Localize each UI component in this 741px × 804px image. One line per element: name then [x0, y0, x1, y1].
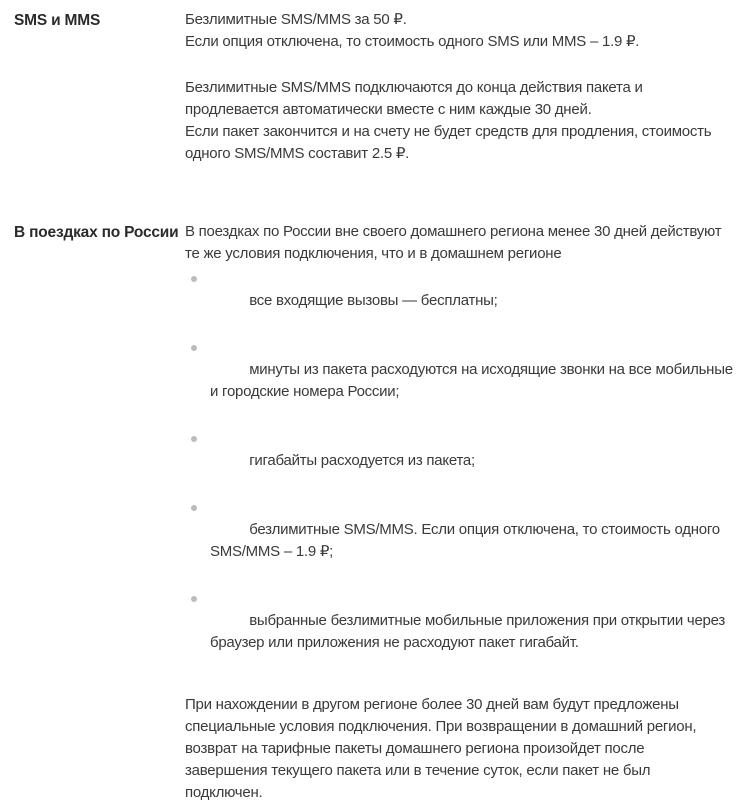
- travel-conditions-list: [185, 268, 741, 676]
- list-item-text: минуты из пакета расходуются на исходящие звонки на все мобильные и городские номера России;: [210, 361, 733, 400]
- bullet-icon: [191, 276, 197, 282]
- list-item-text: выбранные безлимитные мобильные приложения при открытии через браузер или приложения не расходуют пакет гигабайт.: [210, 612, 726, 651]
- section-russia-travel: [14, 221, 741, 804]
- sms-price-paragraph: Безлимитные SMS/MMS за 50 ₽. Если опция отключена, то стоимость одного SMS или MMS – 1.9 ₽.: [185, 11, 640, 50]
- bullet-icon: [191, 345, 197, 351]
- travel-outro-paragraph: При нахождении в другом регионе более 30 дней вам будут предложены специальные условия подключения. При возвращении в домашний регион, возврат на тарифные пакеты домашнего региона произойдет после завершения текущего пакета или в течение суток, если пакет не был подключен.: [185, 696, 697, 801]
- section-sms-mms: [14, 9, 741, 165]
- list-item-package-minutes: [185, 337, 741, 425]
- list-item-text: все входящие вызовы — бесплатны;: [249, 292, 498, 309]
- list-item-text: безлимитные SMS/MMS. Если опция отключена, то стоимость одного SMS/MMS – 1.9 ₽;: [210, 521, 720, 560]
- section-label-sms-mms: SMS и MMS: [14, 12, 101, 29]
- list-item-gigabytes: [185, 428, 741, 494]
- sms-renewal-paragraph: Безлимитные SMS/MMS подключаются до конца действия пакета и продлевается автоматически вместе с ним каждые 30 дней. Если пакет закончится и на счету не будет средств для продления, стоимость одного SMS/MMS составит 2.5 ₽.: [185, 79, 712, 162]
- bullet-icon: [191, 436, 197, 442]
- list-item-incoming-calls: [185, 268, 741, 334]
- section-content-russia-travel: [185, 221, 741, 804]
- section-label-russia-travel: В поездках по России: [14, 224, 179, 241]
- list-item-unlimited-apps: [185, 588, 741, 676]
- bullet-icon: [191, 505, 197, 511]
- list-item-text: гигабайты расходуется из пакета;: [249, 452, 475, 469]
- section-content-sms-mms: [185, 9, 741, 165]
- list-item-unlimited-sms: [185, 497, 741, 585]
- travel-intro-paragraph: В поездках по России вне своего домашнего региона менее 30 дней действуют те же условия подключения, что и в домашнем регионе: [185, 223, 722, 262]
- bullet-icon: [191, 596, 197, 602]
